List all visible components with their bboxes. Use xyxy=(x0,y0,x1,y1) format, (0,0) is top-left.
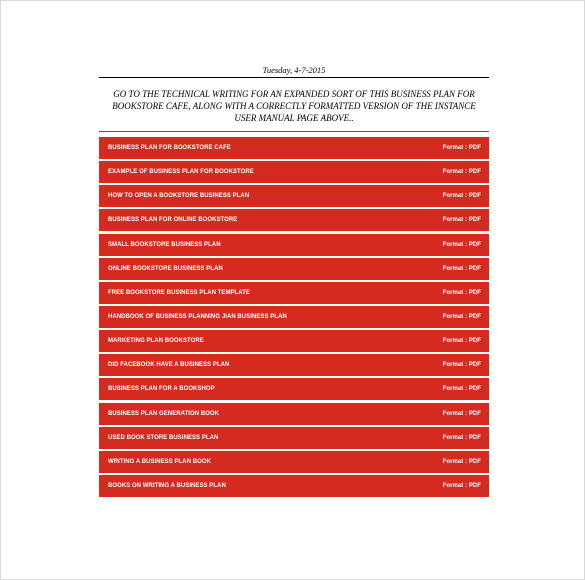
list-item-title[interactable]: WRITING A BUSINESS PLAN BOOK xyxy=(108,458,211,465)
format-label: Format : PDF xyxy=(442,289,481,296)
list-item[interactable] xyxy=(99,451,489,473)
list-item-title[interactable]: BUSINESS PLAN FOR A BOOKSHOP xyxy=(108,386,215,393)
format-label: Format : PDF xyxy=(442,386,481,393)
list-item-title[interactable]: BUSINESS PLAN FOR ONLINE BOOKSTORE xyxy=(108,217,238,224)
header-divider-bottom xyxy=(99,131,489,132)
list-item[interactable] xyxy=(99,258,489,280)
list-item[interactable] xyxy=(99,209,489,231)
list-item[interactable] xyxy=(99,234,489,256)
format-label: Format : PDF xyxy=(442,313,481,320)
business-plan-list xyxy=(99,137,489,497)
format-label: Format : PDF xyxy=(442,169,481,176)
list-item[interactable] xyxy=(99,282,489,304)
list-item[interactable] xyxy=(99,354,489,376)
list-item-title[interactable]: ONLINE BOOKSTORE BUSINESS PLAN xyxy=(108,265,223,272)
list-item[interactable] xyxy=(99,378,489,400)
list-item-title[interactable]: MARKETING PLAN BOOKSTORE xyxy=(108,338,204,345)
list-item-title[interactable]: USED BOOK STORE BUSINESS PLAN xyxy=(108,434,219,441)
document-content xyxy=(99,65,489,499)
list-item[interactable] xyxy=(99,185,489,207)
format-label: Format : PDF xyxy=(442,145,481,151)
format-label: Format : PDF xyxy=(442,482,481,489)
list-item[interactable] xyxy=(99,403,489,425)
list-item[interactable] xyxy=(99,475,489,497)
list-item-title[interactable]: HANDBOOK OF BUSINESS PLANNING JIAN BUSINESS PLAN xyxy=(108,313,287,320)
format-label: Format : PDF xyxy=(442,241,481,248)
format-label: Format : PDF xyxy=(442,338,481,345)
list-item[interactable] xyxy=(99,161,489,183)
list-item-title[interactable]: FREE BOOKSTORE BUSINESS PLAN TEMPLATE xyxy=(108,289,250,296)
document-date: Tuesday, 4-7-2015 xyxy=(262,65,326,75)
list-item[interactable] xyxy=(99,137,489,159)
format-label: Format : PDF xyxy=(442,410,481,417)
format-label: Format : PDF xyxy=(442,458,481,465)
format-label: Format : PDF xyxy=(442,362,481,369)
list-item[interactable] xyxy=(99,427,489,449)
format-label: Format : PDF xyxy=(442,434,481,441)
list-item-title[interactable]: HOW TO OPEN A BOOKSTORE BUSINESS PLAN xyxy=(108,193,250,200)
intro-paragraph: GO TO THE TECHNICAL WRITING FOR AN EXPANDED SORT OF THIS BUSINESS PLAN FOR BOOKSTORE CAFE, ALONG WITH A CORRECTLY FORMATTED VERSION OF THE INSTANCE USER MANUAL PAGE ABOVE.. xyxy=(112,89,476,123)
list-item-title[interactable]: BOOKS ON WRITING A BUSINESS PLAN xyxy=(108,482,226,489)
header-divider-top xyxy=(99,77,489,78)
list-item-title[interactable]: DID FACEBOOK HAVE A BUSINESS PLAN xyxy=(108,362,230,369)
list-item-title[interactable]: BUSINESS PLAN GENERATION BOOK xyxy=(108,410,220,417)
format-label: Format : PDF xyxy=(442,193,481,200)
list-item[interactable] xyxy=(99,330,489,352)
format-label: Format : PDF xyxy=(442,265,481,272)
list-item-title[interactable]: BUSINESS PLAN FOR BOOKSTORE CAFE xyxy=(108,145,231,151)
list-item[interactable] xyxy=(99,306,489,328)
list-item-title[interactable]: EXAMPLE OF BUSINESS PLAN FOR BOOKSTORE xyxy=(108,169,254,176)
format-label: Format : PDF xyxy=(442,217,481,224)
list-item-title[interactable]: SMALL BOOKSTORE BUSINESS PLAN xyxy=(108,241,221,248)
